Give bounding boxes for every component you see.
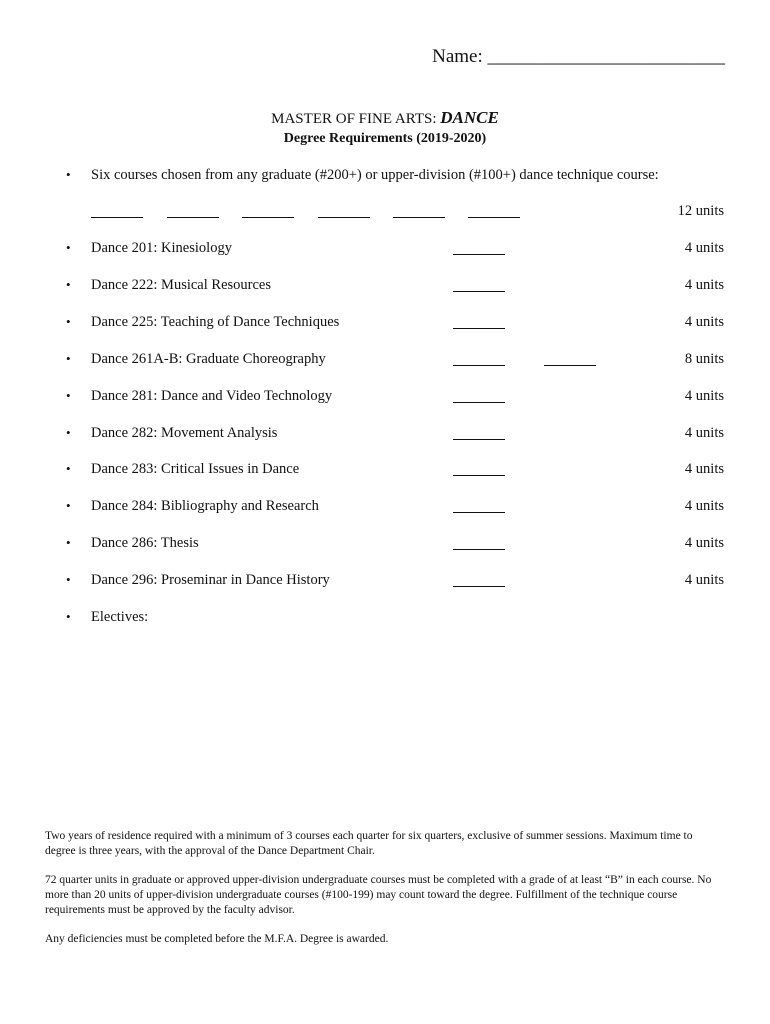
bullet: •: [66, 314, 71, 329]
course-blank[interactable]: [453, 328, 505, 329]
course-units: 4 units: [684, 572, 724, 588]
course-label: Dance 284: Bibliography and Research: [91, 498, 319, 514]
electives-label: Electives:: [91, 609, 149, 625]
course-row: [0, 535, 770, 555]
course-units: 4 units: [684, 498, 724, 514]
technique-blank-2[interactable]: [167, 217, 219, 218]
course-units: 4 units: [684, 314, 724, 330]
course-label: Dance 201: Kinesiology: [91, 240, 232, 256]
technique-blank-3[interactable]: [242, 217, 294, 218]
course-label: Dance 225: Teaching of Dance Techniques: [91, 314, 340, 330]
course-blank[interactable]: [453, 549, 505, 550]
bullet: •: [66, 572, 71, 587]
bullet: •: [66, 388, 71, 403]
bullet: •: [66, 240, 71, 255]
course-row: [0, 314, 770, 334]
course-label: Dance 222: Musical Resources: [91, 277, 271, 293]
bullet: •: [66, 609, 71, 624]
course-row: [0, 351, 770, 371]
electives-row: [0, 609, 770, 629]
bullet: •: [66, 461, 71, 476]
technique-blank-5[interactable]: [393, 217, 445, 218]
course-row: [0, 498, 770, 518]
course-blank[interactable]: [453, 291, 505, 292]
course-row: [0, 277, 770, 297]
course-label: Dance 296: Proseminar in Dance History: [91, 572, 330, 588]
requirements-notes: [45, 829, 725, 961]
bullet: •: [66, 425, 71, 440]
course-label: Dance 261A-B: Graduate Choreography: [91, 351, 326, 367]
student-name-field[interactable]: Name: _________________________: [432, 46, 725, 67]
technique-blank-1[interactable]: [91, 217, 143, 218]
technique-label: Six courses chosen from any graduate (#200+) or upper-division (#100+) dance technique course:: [91, 167, 659, 183]
course-blank[interactable]: [453, 365, 505, 366]
residence-note: Two years of residence required with a minimum of 3 courses each quarter for six quarters, exclusive of summer sessions. Maximum time to degree is three years, with the approval of the Dance Department Chair.: [45, 830, 693, 857]
technique-requirement: [0, 167, 770, 187]
course-units: 4 units: [684, 535, 724, 551]
course-units: 8 units: [684, 351, 724, 367]
bullet: •: [66, 167, 71, 182]
course-label: Dance 283: Critical Issues in Dance: [91, 461, 300, 477]
technique-units: 12 units: [677, 203, 724, 219]
page-subtitle: Degree Requirements (2019-2020): [283, 131, 487, 146]
course-row: [0, 572, 770, 592]
course-row: [0, 425, 770, 445]
course-units: 4 units: [684, 277, 724, 293]
course-blank[interactable]: [453, 439, 505, 440]
course-units: 4 units: [684, 240, 724, 256]
page-title: [0, 108, 770, 128]
course-blank[interactable]: [453, 254, 505, 255]
course-label: Dance 286: Thesis: [91, 535, 199, 551]
course-blank[interactable]: [453, 512, 505, 513]
course-blank[interactable]: [453, 586, 505, 587]
course-row: [0, 240, 770, 260]
title-prefix: MASTER OF FINE ARTS:: [271, 111, 441, 127]
course-blank-second[interactable]: [544, 365, 596, 366]
title-emphasis: DANCE: [440, 108, 499, 127]
course-label: Dance 281: Dance and Video Technology: [91, 388, 333, 404]
deficiencies-note: Any deficiencies must be completed before the M.F.A. Degree is awarded.: [45, 933, 389, 945]
course-units: 4 units: [684, 388, 724, 404]
bullet: •: [66, 535, 71, 550]
course-label: Dance 282: Movement Analysis: [91, 425, 278, 441]
bullet: •: [66, 277, 71, 292]
technique-blank-6[interactable]: [468, 217, 520, 218]
course-blank[interactable]: [453, 402, 505, 403]
course-blank[interactable]: [453, 475, 505, 476]
bullet: •: [66, 351, 71, 366]
units-note: 72 quarter units in graduate or approved upper-division undergraduate courses must be completed with a grade of at least “B” in each course. No more than 20 units of upper-division undergraduate courses (#100-199) may count toward the degree. Fulfillment of the technique course requirements must be approved by the faculty advisor.: [45, 874, 712, 916]
course-row: [0, 461, 770, 481]
course-units: 4 units: [684, 425, 724, 441]
bullet: •: [66, 498, 71, 513]
technique-blank-4[interactable]: [318, 217, 370, 218]
technique-blanks-row: [0, 203, 770, 223]
course-row: [0, 388, 770, 408]
course-units: 4 units: [684, 461, 724, 477]
